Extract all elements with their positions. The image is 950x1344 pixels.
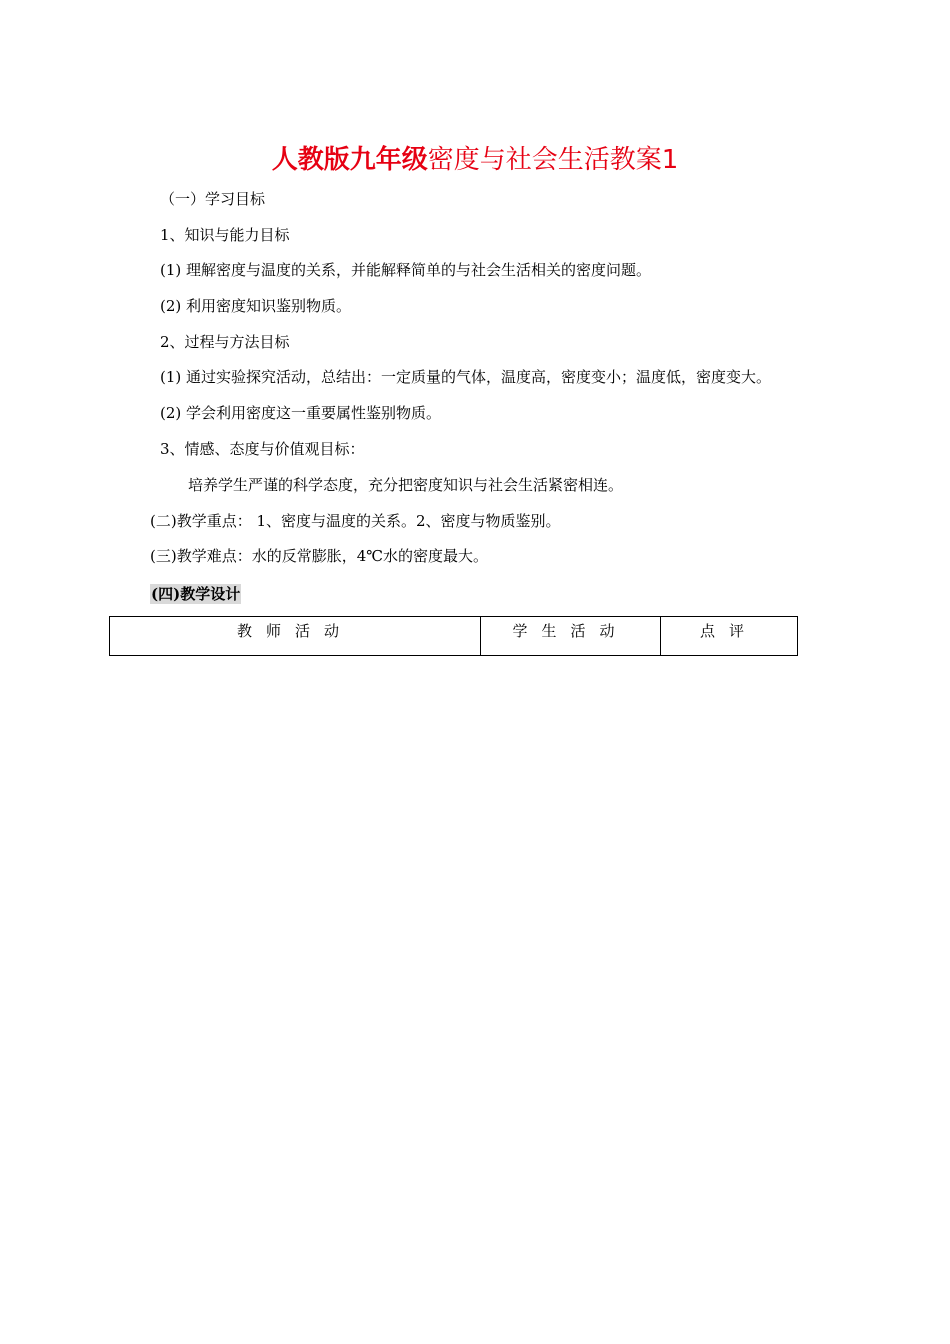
document-title <box>0 140 950 180</box>
process-goal-1: (1) 通过实验探究活动，总结出：一定质量的气体，温度高，密度变小；温度低，密度变大。 <box>160 368 772 386</box>
table-header-row <box>110 617 798 656</box>
teaching-design-table <box>109 616 798 656</box>
title-normal-part: 密度与社会生活教案1 <box>427 145 679 175</box>
title-bold-part: 人教版九年级 <box>271 145 428 175</box>
teaching-design-heading: (四)教学设计 <box>151 585 241 603</box>
process-goal-heading: 2、过程与方法目标 <box>160 333 290 351</box>
knowledge-goal-heading: 1、知识与能力目标 <box>160 226 290 244</box>
knowledge-goal-1: (1) 理解密度与温度的关系，并能解释简单的与社会生活相关的密度问题。 <box>160 261 652 279</box>
emotion-goal-heading: 3、情感、态度与价值观目标： <box>160 440 365 458</box>
header-teacher-activity: 教师活动 <box>110 617 481 656</box>
emotion-goal-text: 培养学生严谨的科学态度，充分把密度知识与社会生活紧密相连。 <box>188 476 624 494</box>
header-student-activity: 学生活动 <box>481 617 661 656</box>
learning-goals-heading: （一）学习目标 <box>160 190 266 208</box>
process-goal-2: (2) 学会利用密度这一重要属性鉴别物质。 <box>160 404 442 422</box>
knowledge-goal-2: (2) 利用密度知识鉴别物质。 <box>160 297 352 315</box>
teaching-focus: (二)教学重点： 1、密度与温度的关系。2、密度与物质鉴别。 <box>150 512 561 530</box>
teaching-difficulty: (三)教学难点：水的反常膨胀，4℃水的密度最大。 <box>150 547 489 565</box>
header-comment: 点评 <box>661 617 798 656</box>
